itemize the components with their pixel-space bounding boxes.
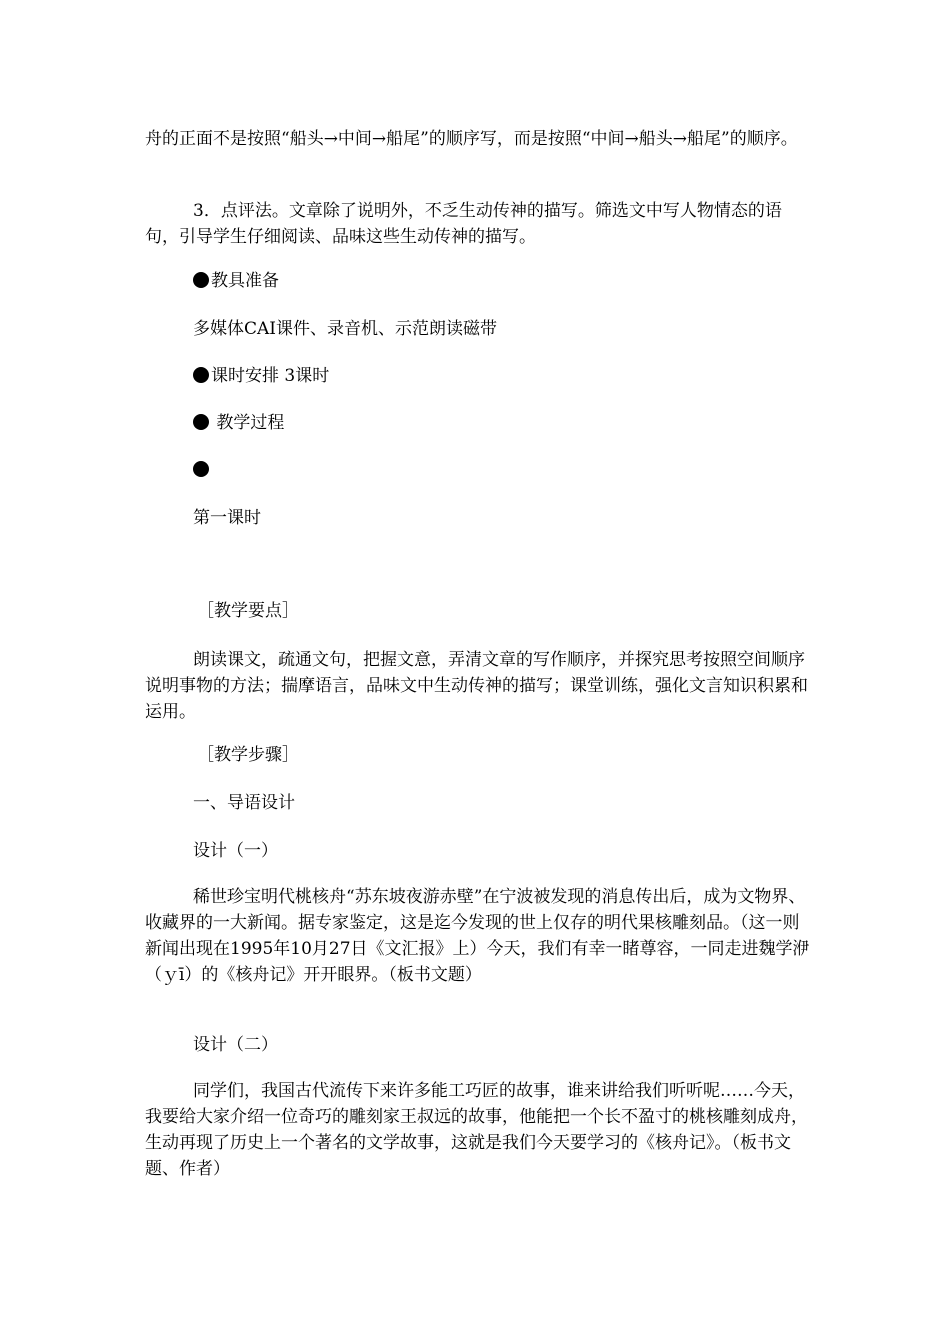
paragraph-evaluation-method: 3．点评法。文章除了说明外，不乏生动传神的描写。筛选文中写人物情态的语句，引导学生仔细阅读、品味这些生动传神的描写。 [145, 201, 782, 247]
schedule-label: 课时安排 3课时 [211, 366, 330, 386]
teaching-tools-list: 多媒体CAI课件、录音机、示范朗读磁带 [193, 319, 497, 339]
teaching-process-label: 教学过程 [211, 413, 285, 433]
bullet-icon [193, 272, 209, 288]
teaching-steps-heading: ［教学步骤］ [197, 745, 299, 765]
first-lesson-heading: 第一课时 [193, 508, 261, 528]
design-two-heading: 设计（二） [193, 1035, 278, 1055]
bullet-icon [193, 461, 209, 477]
bullet-teaching-tools [193, 268, 279, 294]
bullet-icon [193, 414, 209, 430]
paragraph-teaching-points: 朗读课文，疏通文句，把握文意，弄清文章的写作顺序，并探究思考按照空间顺序说明事物的方法；揣摩语言，品味文中生动传神的描写；课堂训练，强化文言知识积累和运用。 [145, 650, 808, 722]
paragraph-design-one: 稀世珍宝明代桃核舟“苏东坡夜游赤壁”在宁波被发现的消息传出后，成为文物界、收藏界的一大新闻。据专家鉴定，这是迄今发现的世上仅存的明代果核雕刻品。（这一则新闻出现在1995年10月27日《文汇报》上）今天，我们有幸一睹尊容，一同走进魏学洢（ｙī）的《核舟记》开开眼界。（板书文题） [145, 887, 810, 985]
teaching-tools-label: 教具准备 [211, 271, 279, 291]
bullet-schedule [193, 363, 329, 389]
paragraph-boat-order: 舟的正面不是按照“船头→中间→船尾”的顺序写，而是按照“中间→船头→船尾”的顺序。 [145, 129, 798, 149]
design-one-heading: 设计（一） [193, 841, 278, 861]
bullet-teaching-process [193, 410, 284, 436]
paragraph-design-two: 同学们，我国古代流传下来许多能工巧匠的故事，谁来讲给我们听听呢……今天，我要给大家介绍一位奇巧的雕刻家王叔远的故事，他能把一个长不盈寸的桃核雕刻成舟，生动再现了历史上一个著名的文学故事，这就是我们今天要学习的《核舟记》。（板书文题、作者） [145, 1081, 808, 1179]
intro-design-heading: 一、导语设计 [193, 793, 295, 813]
bullet-icon [193, 367, 209, 383]
bullet-empty [193, 457, 211, 483]
teaching-points-heading: ［教学要点］ [197, 601, 299, 621]
